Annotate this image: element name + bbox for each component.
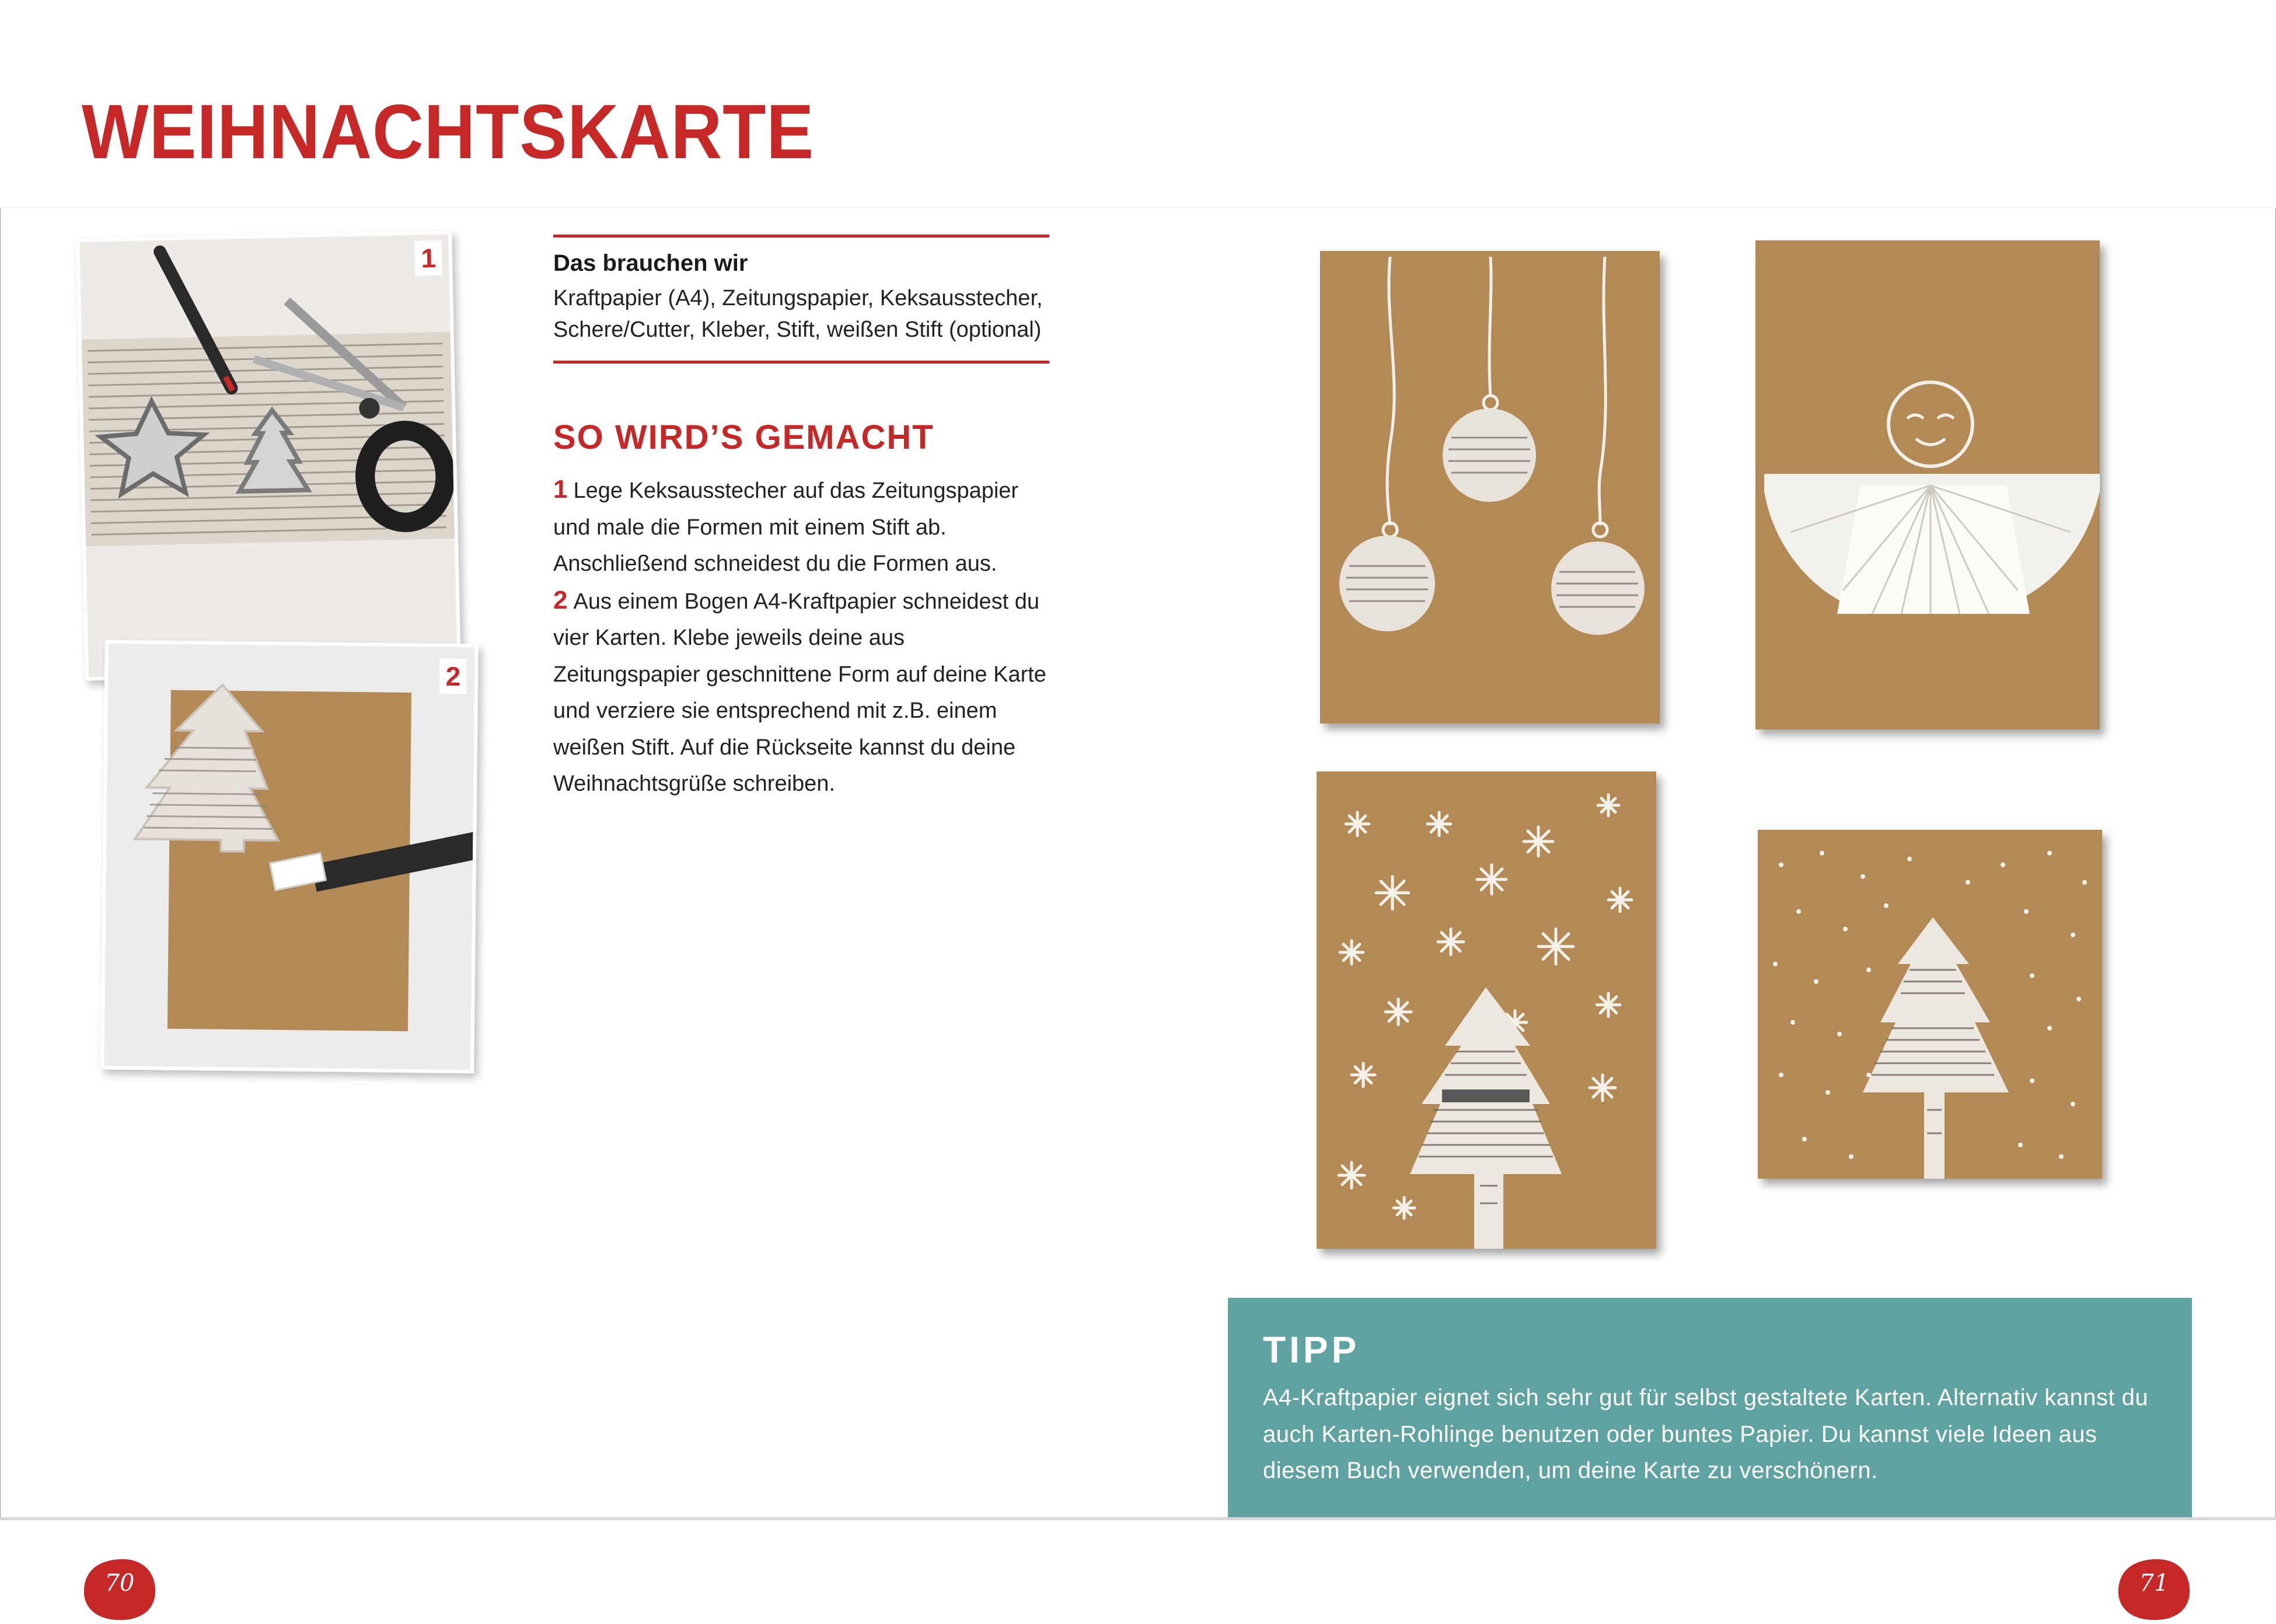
page-number-right-text: 71 xyxy=(2139,1570,2169,1597)
page-title: WEIHNACHTSKARTE xyxy=(82,89,815,174)
footer-band xyxy=(0,1517,2276,1624)
page-number-right xyxy=(2116,1557,2192,1621)
page-number-left-text: 70 xyxy=(104,1570,135,1597)
instruction-steps xyxy=(553,472,1049,802)
card-snowflakes xyxy=(1317,771,1656,1249)
step-2-number: 2 xyxy=(553,585,568,614)
step-2 xyxy=(553,582,1049,802)
dots-card-illustration xyxy=(1758,830,2102,1179)
snowflake-card-illustration xyxy=(1317,771,1656,1249)
step-1 xyxy=(553,472,1049,582)
step1-badge: 1 xyxy=(415,240,442,276)
card-angel xyxy=(1755,240,2100,729)
tip-box xyxy=(1228,1298,2192,1517)
card-dots-tree xyxy=(1758,830,2102,1179)
step2-photo xyxy=(100,640,479,1074)
page-number-left xyxy=(82,1557,158,1621)
tip-heading: TIPP xyxy=(1263,1329,1360,1371)
materials-box xyxy=(553,235,1049,364)
step1-photo xyxy=(76,230,461,680)
baubles-card-illustration xyxy=(1320,251,1660,724)
angel-card-illustration xyxy=(1755,240,2100,729)
howto-heading: SO WIRD’S GEMACHT xyxy=(553,418,934,456)
step1-illustration xyxy=(79,234,457,677)
materials-heading: Das brauchen wir xyxy=(553,250,748,276)
step2-illustration xyxy=(104,644,475,1070)
step2-badge: 2 xyxy=(439,659,466,694)
tip-text: A4-Kraftpapier eignet sich sehr gut für selbst gestaltete Karten. Alternativ kannst du auch Karten-Rohlinge benutzen oder buntes Papier. Du kannst viele Ideen aus diesem Buch verwenden, um deine Karte zu verschönern. xyxy=(1263,1385,2149,1483)
materials-text: Kraftpapier (A4), Zeitungspapier, Keksausstecher, Schere/Cutter, Kleber, Stift, weißen Stift (optional) xyxy=(553,286,1043,342)
step-1-text: Lege Keksausstecher auf das Zeitungspapier und male die Formen mit einem Stift ab. Anschließend schneidest du die Formen aus. xyxy=(553,479,1019,576)
step-1-number: 1 xyxy=(553,475,568,504)
step-2-text: Aus einem Bogen A4-Kraftpapier schneidest du vier Karten. Klebe jeweils deine aus Zeitungspapier geschnittene Form auf deine Karte und verziere sie entsprechend mit z.B. einem weißen Stift. Auf die Rückseite kannst du deine Weihnachtsgrüße schreiben. xyxy=(553,589,1046,796)
card-baubles xyxy=(1320,251,1660,724)
